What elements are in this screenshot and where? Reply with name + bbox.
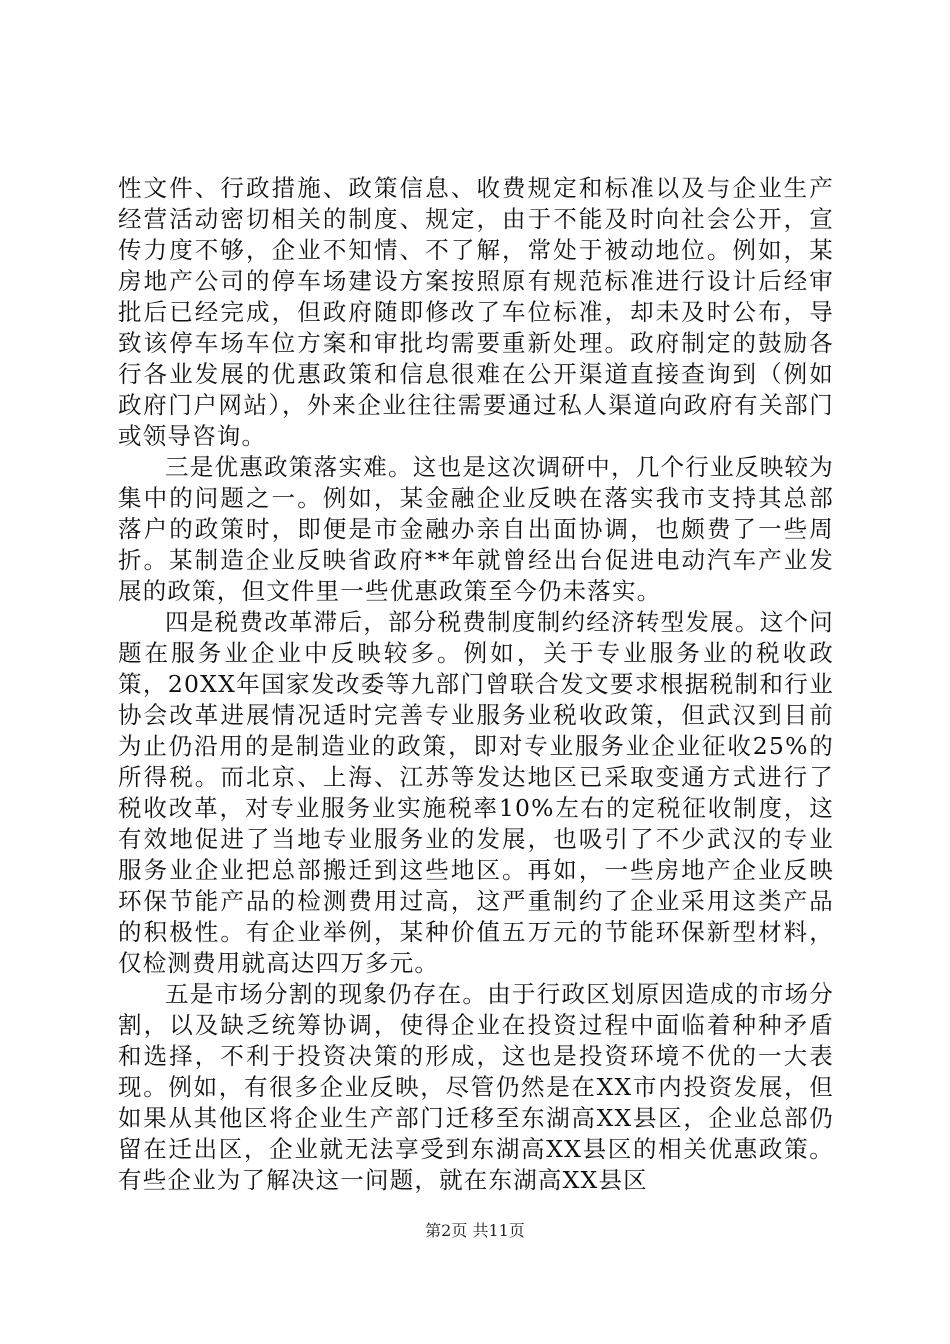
- paragraph-policy-implementation: 三是优惠政策落实难。这也是这次调研中，几个行业反映较为集中的问题之一。例如，某金融企业反映在落实我市支持其总部落户的政策时，即便是市金融办亲自出面协调，也颇费了一些周折。某制造企业反映省政府**年就曾经出台促进电动汽车产业发展的政策，但文件里一些优惠政策至今仍未落实。: [118, 453, 834, 605]
- paragraph-continuation: 性文件、行政措施、政策信息、收费规定和标准以及与企业生产经营活动密切相关的制度、规定，由于不能及时向社会公开，宣传力度不够，企业不知情、不了解，常处于被动地位。例如，某房地产公司的停车场建设方案按照原有规范标准进行设计后经审批后已经完成，但政府随即修改了车位标准，却未及时公布，导致该停车场车位方案和审批均需要重新处理。政府制定的鼓励各行各业发展的优惠政策和信息很难在公开渠道直接查询到（例如政府门户网站），外来企业往往需要通过私人渠道向政府有关部门或领导咨询。: [118, 174, 834, 450]
- document-body: [118, 173, 834, 1196]
- paragraph-market-segmentation: 五是市场分割的现象仍存在。由于行政区划原因造成的市场分割，以及缺乏统筹协调，使得企业在投资过程中面临着种种矛盾和选择，不利于投资决策的形成，这也是投资环境不优的一大表现。例如，有很多企业反映，尽管仍然是在XX市内投资发展，但如果从其他区将企业生产部门迁移至东湖高XX县区，企业总部仍留在迁出区，企业就无法享受到东湖高XX县区的相关优惠政策。有些企业为了解决这一问题，就在东湖高XX县区: [118, 980, 834, 1194]
- page-number-footer: 第2页 共11页: [425, 1221, 525, 1240]
- paragraph-tax-reform: 四是税费改革滞后，部分税费制度制约经济转型发展。这个问题在服务业企业中反映较多。例如，关于专业服务业的税收政策，20XX年国家发改委等九部门曾联合发文要求根据税制和行业协会改革进展情况适时完善专业服务业税收政策，但武汉到目前为止仍沿用的是制造业的政策，即对专业服务业企业征收25%的所得税。而北京、上海、江苏等发达地区已采取变通方式进行了税收改革，对专业服务业实施税率10%左右的定税征收制度，这有效地促进了当地专业服务业的发展，也吸引了不少武汉的专业服务业企业把总部搬迁到这些地区。再如，一些房地产企业反映环保节能产品的检测费用过高，这严重制约了企业采用这类产品的积极性。有企业举例，某种价值五万元的节能环保新型材料，仅检测费用就高达四万多元。: [118, 608, 834, 977]
